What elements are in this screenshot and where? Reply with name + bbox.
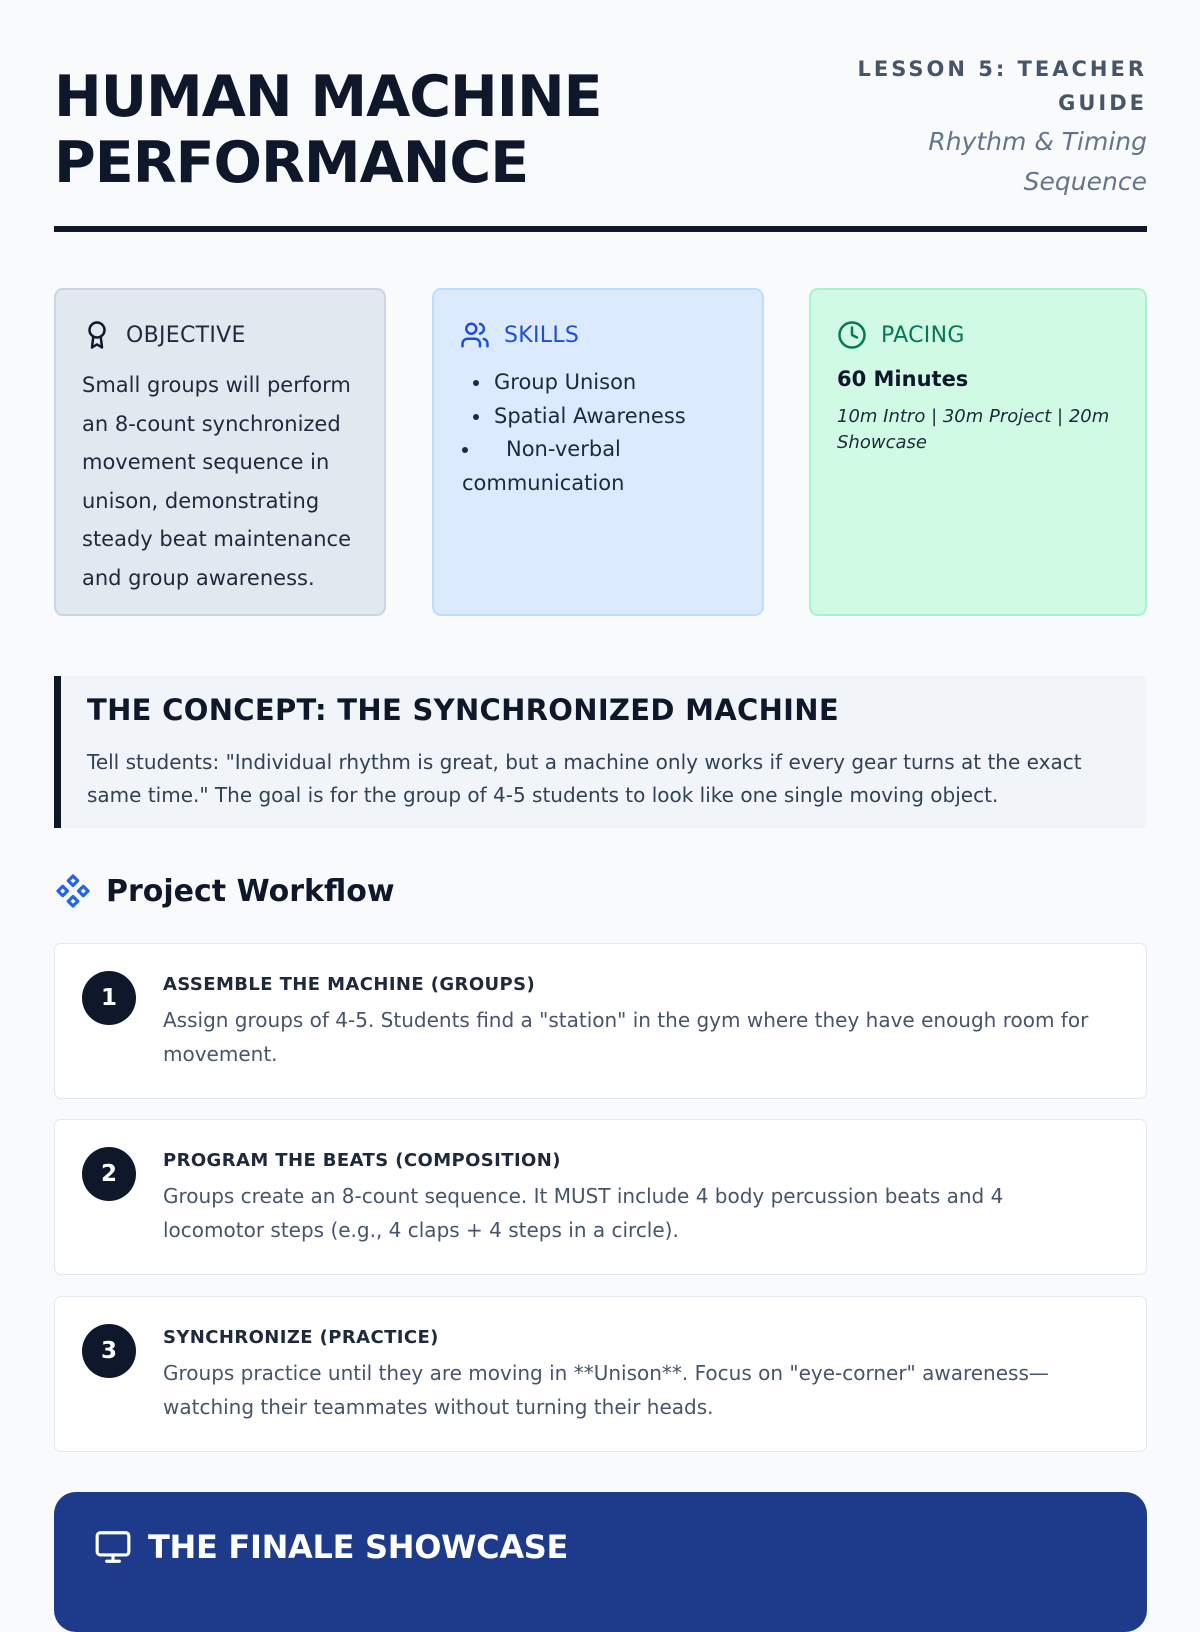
page-title — [54, 64, 602, 196]
lesson-subtitle-line-2: Sequence — [1023, 167, 1147, 196]
users-icon — [460, 320, 490, 350]
step-title: PROGRAM THE BEATS (COMPOSITION) — [163, 1150, 561, 1171]
workflow-step-1 — [54, 943, 1147, 1099]
award-ribbon-icon — [82, 320, 112, 350]
skills-title: SKILLS — [504, 322, 580, 348]
pacing-title: PACING — [881, 322, 965, 348]
step-description: Groups practice until they are moving in **Unison**. Focus on "eye-corner" awareness—watching their teammates without turning their heads. — [163, 1361, 1049, 1419]
skill-item: • Group Unison — [492, 366, 736, 400]
skills-list — [460, 366, 736, 500]
workflow-title: Project Workflow — [106, 873, 395, 909]
skill-item-text: Non-verbal communication — [462, 437, 625, 495]
step-description: Assign groups of 4-5. Students find a "station" in the gym where they have enough room for movement. — [163, 1008, 1089, 1066]
objective-card — [54, 288, 386, 616]
workflow-step-3 — [54, 1296, 1147, 1452]
title-line-2: PERFORMANCE — [54, 130, 529, 196]
summary-cards — [54, 288, 1147, 620]
lesson-info — [827, 52, 1147, 202]
finale-showcase-banner — [54, 1492, 1147, 1632]
concept-text: Tell students: "Individual rhythm is great, but a machine only works if every gear turns at the exact same time." The goal is for the group of 4-5 students to look like one single moving object. — [87, 750, 1082, 807]
objective-title: OBJECTIVE — [126, 322, 246, 348]
finale-header — [94, 1528, 568, 1566]
step-title: ASSEMBLE THE MACHINE (GROUPS) — [163, 974, 536, 995]
concept-callout — [54, 676, 1147, 828]
lesson-label-line-2: GUIDE — [1058, 91, 1147, 115]
workflow-step-2 — [54, 1119, 1147, 1275]
step-title: SYNCHRONIZE (PRACTICE) — [163, 1327, 439, 1348]
skills-card-header — [460, 318, 736, 352]
pacing-card — [809, 288, 1147, 616]
skill-item — [460, 433, 736, 500]
objective-text: Small groups will perform an 8-count synchronized movement sequence in unison, demonstrating steady beat maintenance and group awareness. — [82, 373, 352, 590]
workflow-header — [54, 866, 395, 916]
pacing-card-header — [837, 318, 1119, 352]
title-line-1: HUMAN MACHINE — [54, 64, 602, 130]
clock-icon — [837, 320, 867, 350]
step-number-badge: 1 — [82, 971, 136, 1025]
lesson-subtitle — [827, 122, 1147, 202]
monitor-icon — [94, 1528, 132, 1566]
lesson-subtitle-line-1: Rhythm & Timing — [928, 127, 1147, 156]
teacher-guide-page — [54, 0, 1147, 1419]
page-header — [54, 0, 1147, 232]
lesson-label-line-1: LESSON 5: TEACHER — [857, 57, 1147, 81]
step-number-badge: 3 — [82, 1324, 136, 1378]
skills-card — [432, 288, 764, 616]
concept-title: THE CONCEPT: THE SYNCHRONIZED MACHINE — [87, 693, 839, 727]
skill-item: • Spatial Awareness — [492, 400, 736, 434]
finale-title: THE FINALE SHOWCASE — [148, 1528, 569, 1566]
header-divider — [54, 226, 1147, 232]
objective-card-header — [82, 318, 358, 352]
lesson-label — [827, 52, 1147, 120]
step-description: Groups create an 8-count sequence. It MUST include 4 body percussion beats and 4 locomotor steps (e.g., 4 claps + 4 steps in a circle). — [163, 1184, 1004, 1242]
step-number-badge: 2 — [82, 1147, 136, 1201]
workflow-diamonds-icon — [54, 872, 92, 910]
pacing-breakdown: 10m Intro | 30m Project | 20m Showcase — [837, 406, 1110, 453]
pacing-duration: 60 Minutes — [837, 367, 969, 391]
